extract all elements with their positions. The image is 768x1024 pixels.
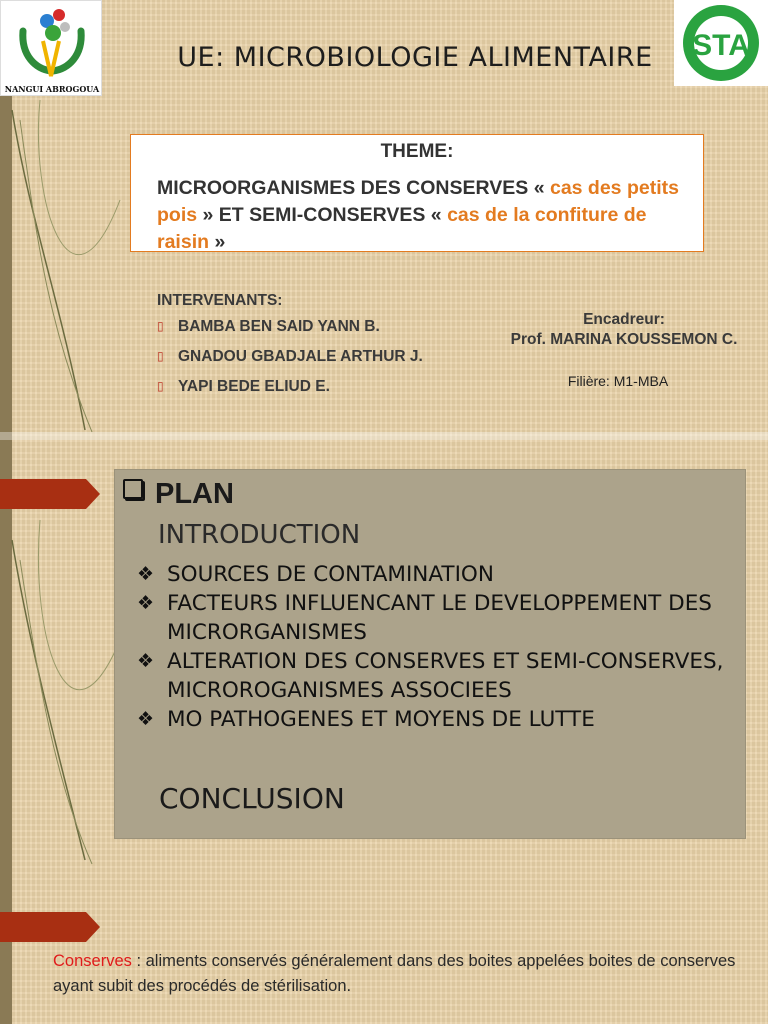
list-item: ❖ SOURCES DE CONTAMINATION — [137, 562, 494, 587]
sta-logo-text: STA — [692, 29, 750, 62]
list-item: ❖ FACTEURS INFLUENCANT LE DEVELOPPEMENT DES MICRORGANISMES — [137, 591, 712, 645]
plan-conclusion: CONCLUSION — [159, 782, 345, 815]
bullet-icon: ▯ — [157, 379, 164, 393]
plan-box — [114, 469, 746, 839]
theme-highlight-jam: cas de la confiture de raisin — [157, 204, 647, 253]
sta-logo — [674, 0, 768, 86]
theme-part2: » ET SEMI-CONSERVES « — [197, 204, 448, 226]
intervenants-section — [157, 292, 487, 408]
diamond-bullet-icon: ❖ — [137, 592, 155, 614]
filiere: Filière: M1-MBA — [567, 373, 669, 389]
intervenants-label: INTERVENANTS: — [157, 292, 283, 309]
bullet-icon: ▯ — [157, 319, 164, 333]
sta-emblem-icon — [674, 0, 768, 86]
page-title: UE: MICROBIOLOGIE ALIMENTAIRE — [177, 42, 653, 73]
theme-box — [130, 134, 704, 252]
arrow-marker-icon — [0, 912, 100, 942]
arrow-marker-icon — [0, 479, 100, 509]
una-caption: NANGUI ABROGOUA — [4, 84, 100, 94]
checkbox-square-icon — [123, 479, 143, 499]
una-emblem-icon — [1, 1, 103, 85]
intervenants-list — [157, 318, 487, 408]
theme-highlight-peas: cas des petits pois — [157, 177, 679, 226]
plan-introduction: INTRODUCTION — [158, 520, 361, 550]
diamond-bullet-icon: ❖ — [137, 650, 155, 672]
slide-separator — [0, 432, 768, 440]
diamond-bullet-icon: ❖ — [137, 708, 155, 730]
list-item: ❖ MO PATHOGENES ET MOYENS DE LUTTE — [137, 707, 595, 732]
theme-label: THEME: — [380, 141, 454, 162]
bullet-icon: ▯ — [157, 349, 164, 363]
list-item: ▯ BAMBA BEN SAID YANN B. — [157, 318, 380, 335]
una-logo — [0, 0, 102, 96]
definition-text: : aliments conservés généralement dans des boites appelées boites de conserves ayant subit des procédés de stérilisation. — [53, 952, 736, 995]
encadreur-label: Encadreur: — [583, 311, 665, 328]
encadreur-name: Prof. MARINA KOUSSEMON C. — [510, 331, 738, 348]
list-item: ▯ GNADOU GBADJALE ARTHUR J. — [157, 348, 423, 365]
theme-part3: » — [209, 231, 226, 253]
definition-term: Conserves — [53, 952, 132, 970]
conserves-definition — [53, 949, 763, 999]
theme-text — [157, 175, 697, 256]
encadreur-block — [488, 310, 760, 350]
theme-part1: MICROORGANISMES DES CONSERVES « — [157, 177, 550, 199]
diamond-bullet-icon: ❖ — [137, 563, 155, 585]
list-item: ▯ YAPI BEDE ELIUD E. — [157, 378, 330, 395]
plan-title: PLAN — [123, 478, 234, 511]
list-item: ❖ ALTERATION DES CONSERVES ET SEMI-CONSERVES, MICROROGANISMES ASSOCIEES — [137, 649, 724, 703]
plan-items — [137, 560, 727, 734]
